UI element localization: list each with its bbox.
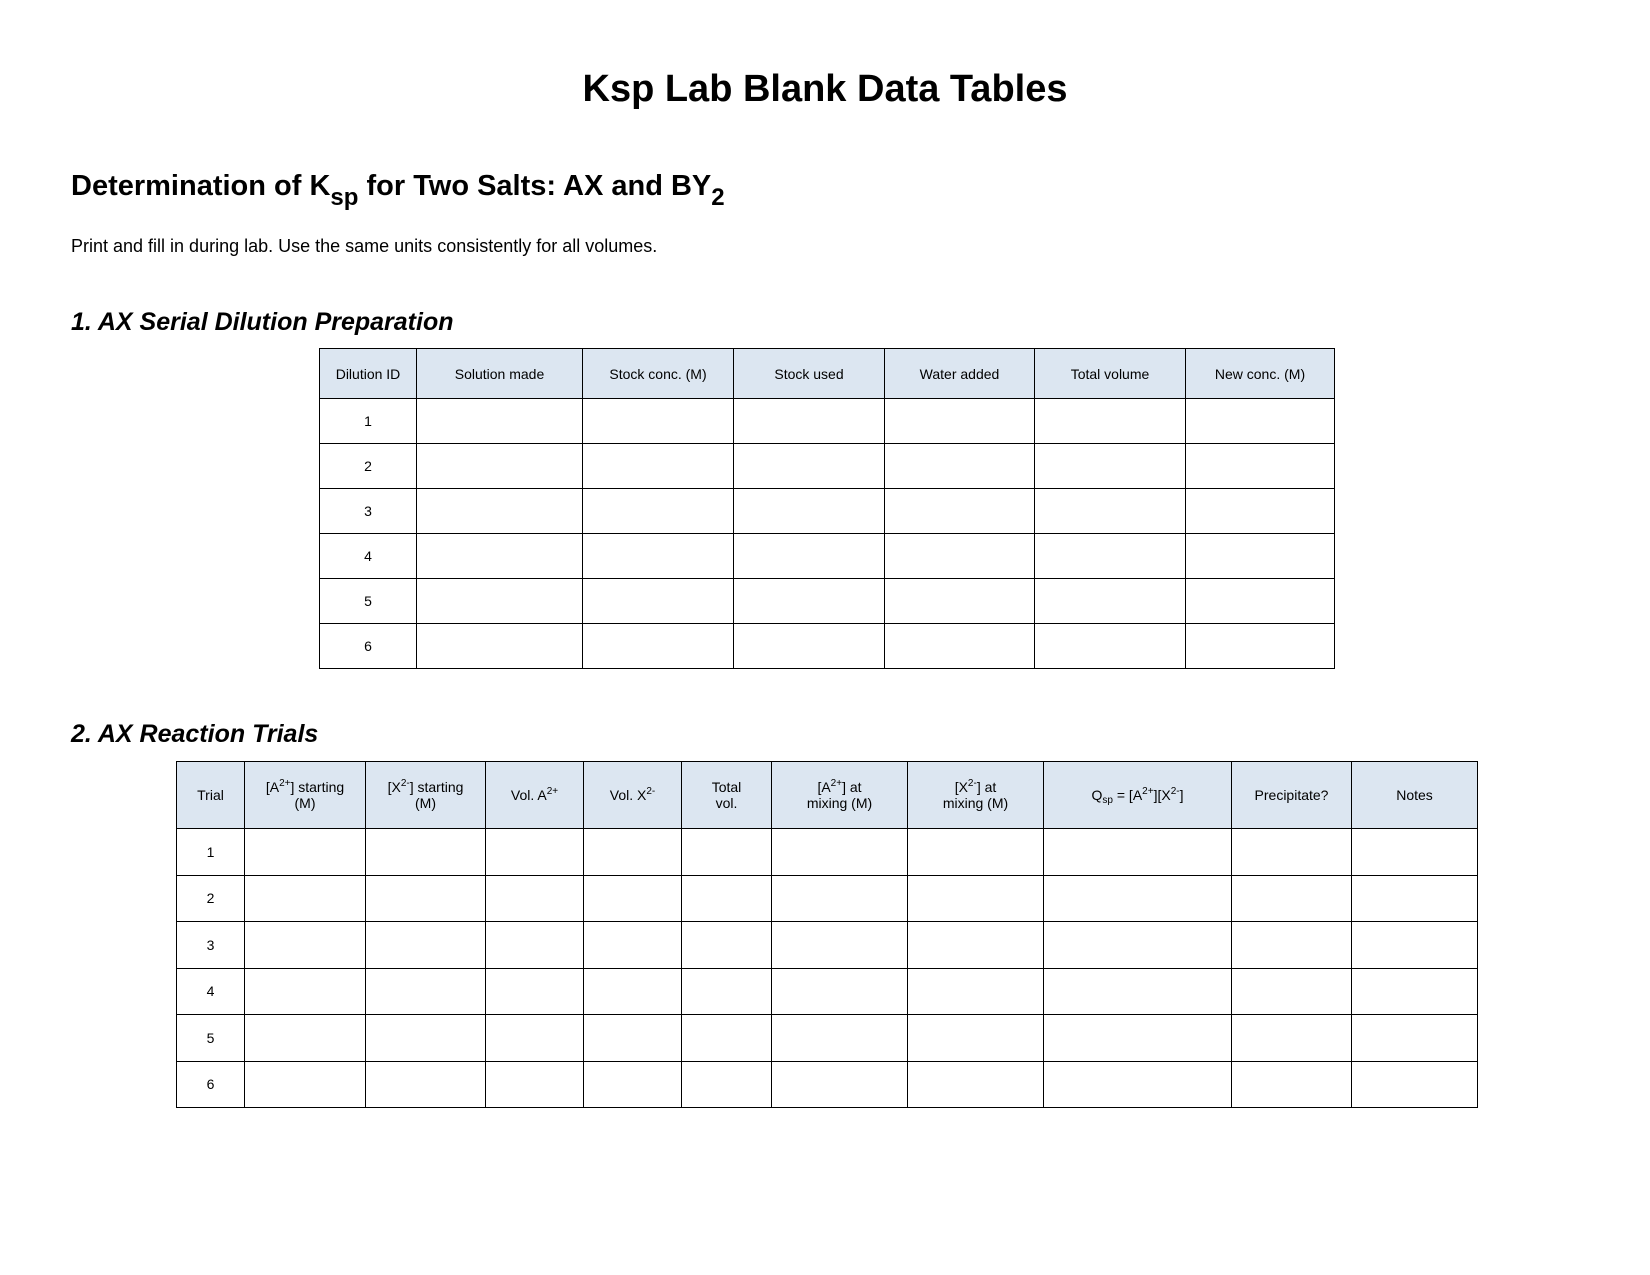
- blank-entry-cell[interactable]: [734, 444, 885, 489]
- blank-entry-cell[interactable]: [734, 579, 885, 624]
- blank-entry-cell[interactable]: [486, 875, 584, 922]
- blank-entry-cell[interactable]: [772, 1015, 908, 1062]
- blank-entry-cell[interactable]: [1352, 1015, 1478, 1062]
- blank-entry-cell[interactable]: [1186, 399, 1335, 444]
- blank-entry-cell[interactable]: [417, 624, 583, 669]
- header-new-conc: New conc. (M): [1186, 349, 1335, 399]
- blank-entry-cell[interactable]: [366, 922, 486, 969]
- dilution-header-row: [320, 349, 1335, 399]
- header-dilution-id: Dilution ID: [320, 349, 417, 399]
- blank-entry-cell[interactable]: [1352, 829, 1478, 876]
- blank-entry-cell[interactable]: [772, 829, 908, 876]
- trials-table: [176, 761, 1478, 1108]
- main-heading-prefix: Determination of K: [71, 170, 331, 202]
- blank-entry-cell[interactable]: [583, 489, 734, 534]
- trial-row: [177, 875, 1478, 922]
- blank-entry-cell[interactable]: [417, 399, 583, 444]
- header-qsp: $Q_{sp} = [A^{2+}][X^{2-}]$: [1044, 762, 1232, 829]
- dilution-row: [320, 399, 1335, 444]
- blank-entry-cell[interactable]: [1352, 1061, 1478, 1108]
- header-stock-used: Stock used: [734, 349, 885, 399]
- blank-entry-cell[interactable]: [584, 922, 682, 969]
- blank-entry-cell[interactable]: [1352, 968, 1478, 1015]
- blank-entry-cell[interactable]: [366, 1061, 486, 1108]
- blank-entry-cell[interactable]: [682, 1015, 772, 1062]
- blank-entry-cell[interactable]: [245, 968, 366, 1015]
- blank-entry-cell[interactable]: [417, 534, 583, 579]
- blank-entry-cell[interactable]: [908, 968, 1044, 1015]
- blank-entry-cell[interactable]: [245, 922, 366, 969]
- blank-entry-cell[interactable]: [486, 922, 584, 969]
- row-id-cell: 6: [320, 624, 417, 669]
- section2-heading: 2. AX Reaction Trials: [71, 720, 319, 748]
- row-id-cell: 4: [320, 534, 417, 579]
- instructions-text: Print and fill in during lab. Use the same units consistently for all volumes.: [71, 236, 658, 256]
- row-id-cell: 2: [177, 875, 245, 922]
- blank-entry-cell[interactable]: [583, 624, 734, 669]
- blank-entry-cell[interactable]: [583, 399, 734, 444]
- blank-entry-cell[interactable]: [682, 922, 772, 969]
- blank-entry-cell[interactable]: [366, 875, 486, 922]
- main-heading-middle: for Two Salts: AX and BY: [358, 170, 712, 202]
- section1-heading: 1. AX Serial Dilution Preparation: [71, 308, 454, 336]
- blank-entry-cell[interactable]: [885, 399, 1035, 444]
- blank-entry-cell[interactable]: [584, 1061, 682, 1108]
- blank-entry-cell[interactable]: [245, 1061, 366, 1108]
- blank-entry-cell[interactable]: [366, 1015, 486, 1062]
- row-id-cell: 3: [320, 489, 417, 534]
- trial-row: [177, 1015, 1478, 1062]
- header-stock-conc: Stock conc. (M): [583, 349, 734, 399]
- trials-header-row: [177, 762, 1478, 829]
- dilution-row: [320, 444, 1335, 489]
- blank-entry-cell[interactable]: [245, 875, 366, 922]
- blank-entry-cell[interactable]: [908, 829, 1044, 876]
- blank-entry-cell[interactable]: [908, 875, 1044, 922]
- blank-entry-cell[interactable]: [366, 829, 486, 876]
- blank-entry-cell[interactable]: [1035, 444, 1186, 489]
- blank-entry-cell[interactable]: [734, 489, 885, 534]
- blank-entry-cell[interactable]: [1044, 1061, 1232, 1108]
- blank-entry-cell[interactable]: [1232, 875, 1352, 922]
- dilution-row: [320, 534, 1335, 579]
- row-id-cell: 5: [177, 1015, 245, 1062]
- blank-entry-cell[interactable]: [908, 1061, 1044, 1108]
- blank-entry-cell[interactable]: [1186, 534, 1335, 579]
- trial-row: [177, 922, 1478, 969]
- blank-entry-cell[interactable]: [908, 922, 1044, 969]
- trial-row: [177, 968, 1478, 1015]
- row-id-cell: 4: [177, 968, 245, 1015]
- blank-entry-cell[interactable]: [245, 1015, 366, 1062]
- blank-entry-cell[interactable]: [908, 1015, 1044, 1062]
- trial-row: [177, 829, 1478, 876]
- blank-entry-cell[interactable]: [584, 1015, 682, 1062]
- dilution-row: [320, 489, 1335, 534]
- header-x-starting: $[X^{2-}]$ starting (M): [366, 762, 486, 829]
- blank-entry-cell[interactable]: [1044, 968, 1232, 1015]
- blank-entry-cell[interactable]: [1186, 579, 1335, 624]
- blank-entry-cell[interactable]: [583, 534, 734, 579]
- blank-entry-cell[interactable]: [1044, 1015, 1232, 1062]
- blank-entry-cell[interactable]: [885, 444, 1035, 489]
- blank-entry-cell[interactable]: [1232, 829, 1352, 876]
- blank-entry-cell[interactable]: [486, 1015, 584, 1062]
- blank-entry-cell[interactable]: [1232, 968, 1352, 1015]
- blank-entry-cell[interactable]: [584, 829, 682, 876]
- blank-entry-cell[interactable]: [1035, 624, 1186, 669]
- ksp-subscript: sp: [330, 184, 359, 211]
- header-a-mixing: $[A^{2+}]$ at mixing (M): [772, 762, 908, 829]
- trial-row: [177, 1061, 1478, 1108]
- blank-entry-cell[interactable]: [1035, 579, 1186, 624]
- blank-entry-cell[interactable]: [1035, 534, 1186, 579]
- blank-entry-cell[interactable]: [1186, 489, 1335, 534]
- blank-entry-cell[interactable]: [486, 968, 584, 1015]
- blank-entry-cell[interactable]: [682, 829, 772, 876]
- blank-entry-cell[interactable]: [486, 829, 584, 876]
- blank-entry-cell[interactable]: [584, 875, 682, 922]
- header-x-mixing: $[X^{2-}]$ at mixing (M): [908, 762, 1044, 829]
- header-trial: Trial: [177, 762, 245, 829]
- blank-entry-cell[interactable]: [772, 968, 908, 1015]
- blank-entry-cell[interactable]: [885, 624, 1035, 669]
- main-heading: [71, 170, 725, 211]
- header-a-starting: $[A^{2+}]$ starting (M): [245, 762, 366, 829]
- header-water-added: Water added: [885, 349, 1035, 399]
- header-vol-x: Vol. $X^{2-}$: [584, 762, 682, 829]
- blank-entry-cell[interactable]: [885, 489, 1035, 534]
- blank-entry-cell[interactable]: [245, 829, 366, 876]
- blank-entry-cell[interactable]: [734, 534, 885, 579]
- row-id-cell: 2: [320, 444, 417, 489]
- blank-entry-cell[interactable]: [486, 1061, 584, 1108]
- blank-entry-cell[interactable]: [417, 444, 583, 489]
- blank-entry-cell[interactable]: [583, 444, 734, 489]
- header-notes: Notes: [1352, 762, 1478, 829]
- blank-entry-cell[interactable]: [1044, 829, 1232, 876]
- header-precipitate: Precipitate?: [1232, 762, 1352, 829]
- dilution-row: [320, 579, 1335, 624]
- blank-entry-cell[interactable]: [583, 579, 734, 624]
- blank-entry-cell[interactable]: [1186, 624, 1335, 669]
- blank-entry-cell[interactable]: [772, 922, 908, 969]
- blank-entry-cell[interactable]: [1186, 444, 1335, 489]
- row-id-cell: 1: [177, 829, 245, 876]
- blank-entry-cell[interactable]: [1035, 399, 1186, 444]
- row-id-cell: 1: [320, 399, 417, 444]
- blank-entry-cell[interactable]: [584, 968, 682, 1015]
- blank-entry-cell[interactable]: [1044, 875, 1232, 922]
- row-id-cell: 6: [177, 1061, 245, 1108]
- row-id-cell: 5: [320, 579, 417, 624]
- blank-entry-cell[interactable]: [1232, 922, 1352, 969]
- row-id-cell: 3: [177, 922, 245, 969]
- blank-entry-cell[interactable]: [885, 579, 1035, 624]
- blank-entry-cell[interactable]: [1044, 922, 1232, 969]
- header-solution-made: Solution made: [417, 349, 583, 399]
- blank-entry-cell[interactable]: [682, 968, 772, 1015]
- dilution-table: [319, 348, 1335, 669]
- blank-entry-cell[interactable]: [1352, 922, 1478, 969]
- blank-entry-cell[interactable]: [734, 399, 885, 444]
- header-vol-a: Vol. $A^{2+}$: [486, 762, 584, 829]
- blank-entry-cell[interactable]: [1232, 1061, 1352, 1108]
- blank-entry-cell[interactable]: [682, 875, 772, 922]
- blank-entry-cell[interactable]: [734, 624, 885, 669]
- blank-entry-cell[interactable]: [1035, 489, 1186, 534]
- header-total-vol: Total vol.: [682, 762, 772, 829]
- page-title: Ksp Lab Blank Data Tables: [582, 68, 1068, 110]
- blank-entry-cell[interactable]: [885, 534, 1035, 579]
- blank-entry-cell[interactable]: [417, 489, 583, 534]
- blank-entry-cell[interactable]: [772, 1061, 908, 1108]
- blank-entry-cell[interactable]: [1352, 875, 1478, 922]
- blank-entry-cell[interactable]: [417, 579, 583, 624]
- blank-entry-cell[interactable]: [1232, 1015, 1352, 1062]
- blank-entry-cell[interactable]: [682, 1061, 772, 1108]
- by2-subscript: 2: [711, 184, 725, 211]
- blank-entry-cell[interactable]: [366, 968, 486, 1015]
- blank-entry-cell[interactable]: [772, 875, 908, 922]
- dilution-row: [320, 624, 1335, 669]
- header-total-volume: Total volume: [1035, 349, 1186, 399]
